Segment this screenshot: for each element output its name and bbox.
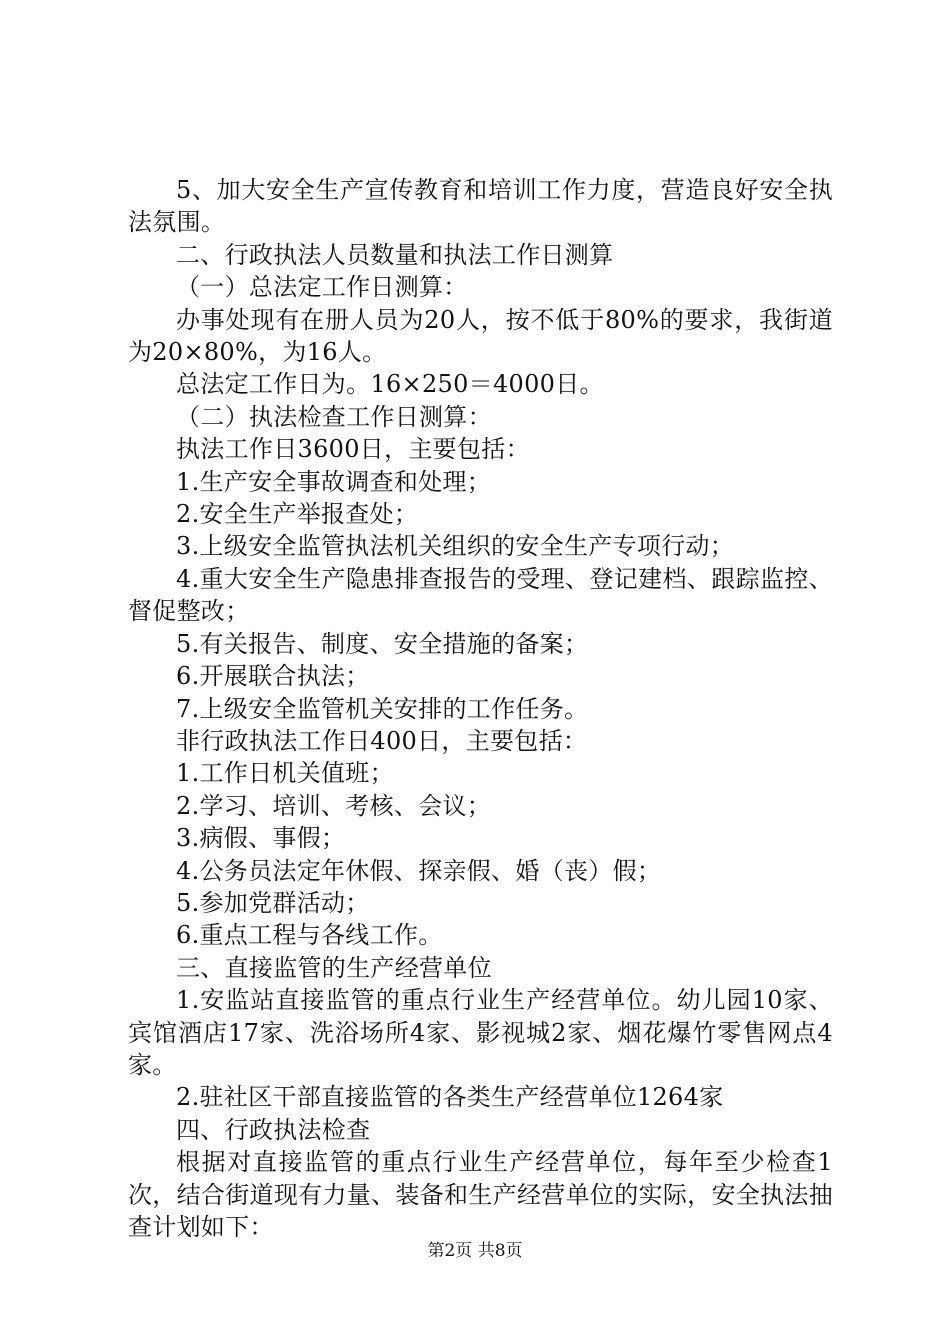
list-item: 6.开展联合执法； <box>176 662 370 691</box>
list-item: 7.上级安全监管机关安排的工作任务。 <box>176 694 589 723</box>
list-item: 5.参加党群活动； <box>176 888 370 917</box>
subheading-total-workdays: （一）总法定工作日测算： <box>176 273 468 302</box>
heading-section-3: 三、直接监管的生产经营单位 <box>176 953 492 982</box>
list-item: 2.安全生产举报查处； <box>176 500 419 529</box>
paragraph-enforcement-workdays: 执法工作日3600日，主要包括： <box>176 435 530 464</box>
subheading-inspection-workdays: （二）执法检查工作日测算： <box>176 402 492 431</box>
paragraph-inspection-plan: 根据对直接监管的重点行业生产经营单位，每年至少检查1次，结合街道现有力量、装备和生产经营单位的实际，安全执法抽查计划如下： <box>128 1148 833 1241</box>
heading-section-4: 四、行政执法检查 <box>176 1115 371 1144</box>
list-item: 2.学习、培训、考核、会议； <box>176 791 492 820</box>
list-item: 6.重点工程与各线工作。 <box>176 921 443 950</box>
list-item: 1.工作日机关值班； <box>176 759 394 788</box>
list-item: 4.公务员法定年休假、探亲假、婚（丧）假； <box>176 856 662 885</box>
paragraph-non-enforcement-workdays: 非行政执法工作日400日，主要包括： <box>176 726 588 755</box>
list-item: 4.重大安全生产隐患排查报告的受理、登记建档、跟踪监控、督促整改； <box>128 564 833 626</box>
list-item: 3.病假、事假； <box>176 824 346 853</box>
page-number-footer: 第2页 共8页 <box>427 1241 523 1261</box>
list-item: 2.驻社区干部直接监管的各类生产经营单位1264家 <box>176 1083 724 1112</box>
heading-section-2: 二、行政执法人员数量和执法工作日测算 <box>176 240 614 269</box>
list-item: 3.上级安全监管执法机关组织的安全生产专项行动； <box>176 532 735 561</box>
list-item: 1.安监站直接监管的重点行业生产经营单位。幼儿园10家、宾馆酒店17家、洗浴场所4家、影视城2家、烟花爆竹零售网点4家。 <box>128 986 833 1079</box>
document-body <box>128 174 833 1243</box>
paragraph-total-workdays: 总法定工作日为。16×250＝4000日。 <box>176 370 604 399</box>
paragraph-staff-count: 办事处现有在册人员为20人，按不低于80%的要求，我街道为20×80%，为16人。 <box>128 305 833 367</box>
list-item: 1.生产安全事故调查和处理； <box>176 467 492 496</box>
list-item: 5.有关报告、制度、安全措施的备案； <box>176 629 589 658</box>
paragraph-publicity: 5、加大安全生产宣传教育和培训工作力度，营造良好安全执法氛围。 <box>128 176 833 237</box>
